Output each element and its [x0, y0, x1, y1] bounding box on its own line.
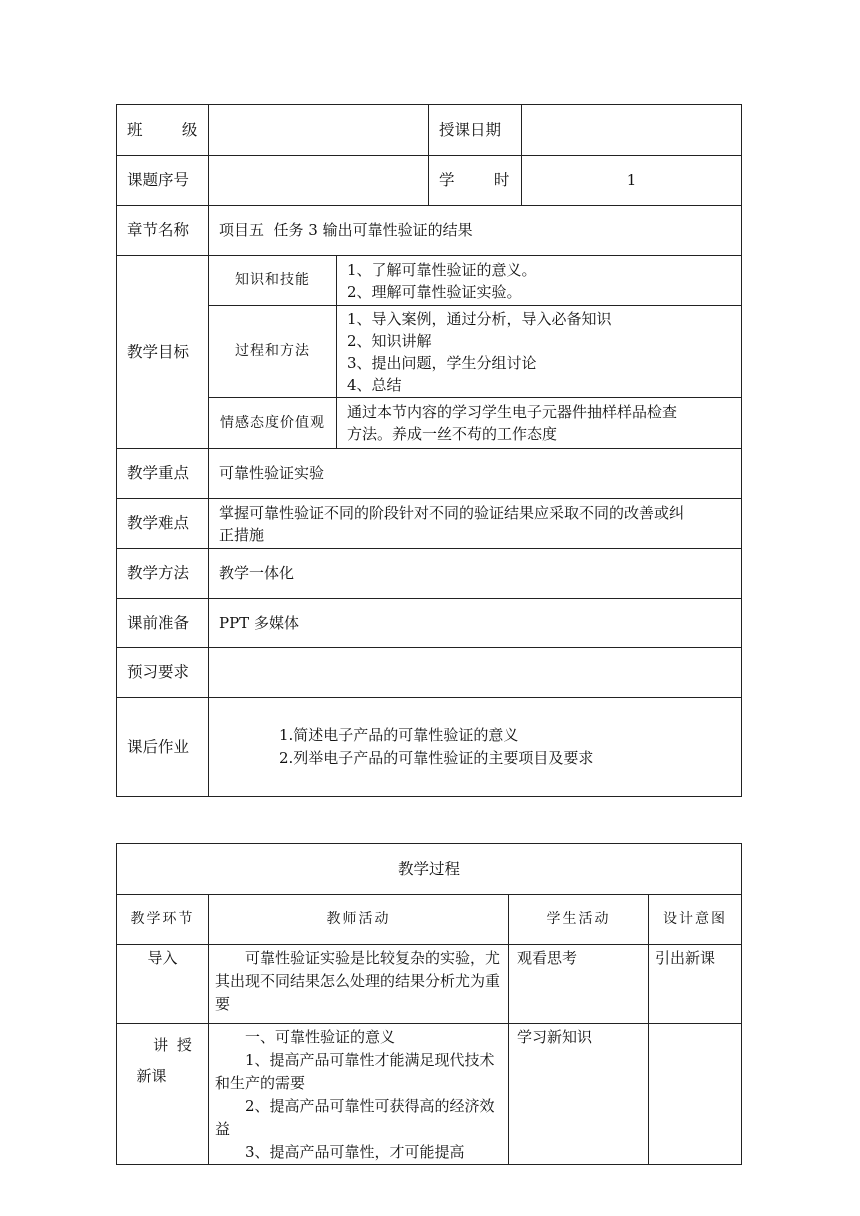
process-item: 2、知识讲解: [347, 331, 432, 350]
homework-label: 课后作业: [117, 698, 209, 797]
method-row: [117, 549, 742, 599]
difficult-point-row: [117, 499, 742, 549]
student-activity-lecture: 学习新知识: [509, 1024, 649, 1165]
teacher-paragraph: 1、提高产品可靠性才能满足现代技术和生产的需要: [215, 1051, 495, 1092]
teacher-activity-lecture: [209, 1024, 509, 1165]
student-activity-intro: 观看思考: [509, 945, 649, 1024]
knowledge-item: 2、理解可靠性验证实验。: [347, 282, 522, 301]
difficult-line: 掌握可靠性验证不同的阶段针对不同的验证结果应采取不同的改善或纠: [219, 503, 685, 522]
teacher-paragraph: 3、提高产品可靠性，才可能提高: [245, 1143, 465, 1161]
values-line: 通过本节内容的学习学生电子元器件抽样样品检查: [347, 403, 678, 421]
process-label: 过程和方法: [209, 306, 337, 398]
key-point-row: [117, 449, 742, 499]
difficult-point-value: [209, 499, 742, 549]
key-point-label: 教学重点: [117, 449, 209, 499]
knowledge-label: 知识和技能: [209, 256, 337, 306]
objective-process-row: [117, 306, 742, 398]
difficult-point-label: 教学难点: [117, 499, 209, 549]
homework-item: 1.简述电子产品的可靠性验证的意义: [279, 726, 519, 744]
topic-no-label: 课题序号: [117, 156, 209, 206]
col-student-header: 学生活动: [509, 895, 649, 945]
preview-value: [209, 648, 742, 698]
intent-intro: 引出新课: [649, 945, 742, 1024]
process-title: 教学过程: [117, 844, 742, 895]
objectives-label: 教学目标: [117, 256, 209, 449]
process-item: 1、导入案例，通过分析，导入必备知识: [347, 309, 612, 328]
chapter-label: 章节名称: [117, 206, 209, 256]
prep-row: [117, 599, 742, 648]
intent-lecture: [649, 1024, 742, 1165]
preview-row: [117, 648, 742, 698]
process-row-intro: [117, 945, 742, 1024]
values-line: 方法。养成一丝不苟的工作态度: [347, 425, 558, 443]
lesson-plan-table: [116, 104, 742, 797]
values-text: [337, 398, 742, 449]
values-label: 情感态度价值观: [209, 398, 337, 449]
prep-label: 课前准备: [117, 599, 209, 648]
topic-row: [117, 156, 742, 206]
key-point-value: 可靠性验证实验: [209, 449, 742, 499]
homework-list: [209, 698, 742, 797]
objective-knowledge-row: [117, 256, 742, 306]
method-label: 教学方法: [117, 549, 209, 599]
date-label: 授课日期: [429, 105, 522, 156]
col-intent-header: 设计意图: [649, 895, 742, 945]
class-label: 班 级: [117, 105, 209, 156]
knowledge-item: 1、了解可靠性验证的意义。: [347, 260, 537, 279]
teacher-paragraph: 一、可靠性验证的意义: [245, 1028, 396, 1046]
date-value: [522, 105, 742, 156]
homework-item: 2.列举电子产品的可靠性验证的主要项目及要求: [279, 749, 594, 767]
class-value: [209, 105, 429, 156]
process-list: [337, 306, 742, 398]
teacher-activity-intro: 可靠性验证实验是比较复杂的实验，尤其出现不同结果怎么处理的结果分析尤为重要: [209, 945, 509, 1024]
prep-value: PPT 多媒体: [209, 599, 742, 648]
col-teacher-header: 教师活动: [209, 895, 509, 945]
knowledge-list: [337, 256, 742, 306]
hours-label: 学 时: [429, 156, 522, 206]
process-item: 4、总结: [347, 375, 402, 394]
difficult-line: 正措施: [219, 525, 265, 544]
homework-row: [117, 698, 742, 797]
teacher-paragraph: 2、提高产品可靠性可获得高的经济效益: [215, 1097, 495, 1138]
chapter-row: [117, 206, 742, 256]
objective-values-row: [117, 398, 742, 449]
topic-no-value: [209, 156, 429, 206]
preview-label: 预习要求: [117, 648, 209, 698]
process-item: 3、提出问题，学生分组讨论: [347, 353, 537, 372]
col-stage-header: 教学环节: [117, 895, 209, 945]
method-value: 教学一体化: [209, 549, 742, 599]
stage-lecture-line: 讲 授: [153, 1036, 194, 1054]
hours-value: 1: [522, 156, 742, 206]
process-row-lecture: [117, 1024, 742, 1165]
stage-lecture-line: 新课: [136, 1067, 167, 1085]
teaching-process-table: [116, 843, 742, 1165]
class-row: [117, 105, 742, 156]
stage-lecture: [117, 1024, 209, 1165]
process-header-row: [117, 895, 742, 945]
stage-intro: 导入: [117, 945, 209, 1024]
chapter-value: 项目五 任务 3 输出可靠性验证的结果: [209, 206, 742, 256]
process-title-row: [117, 844, 742, 895]
